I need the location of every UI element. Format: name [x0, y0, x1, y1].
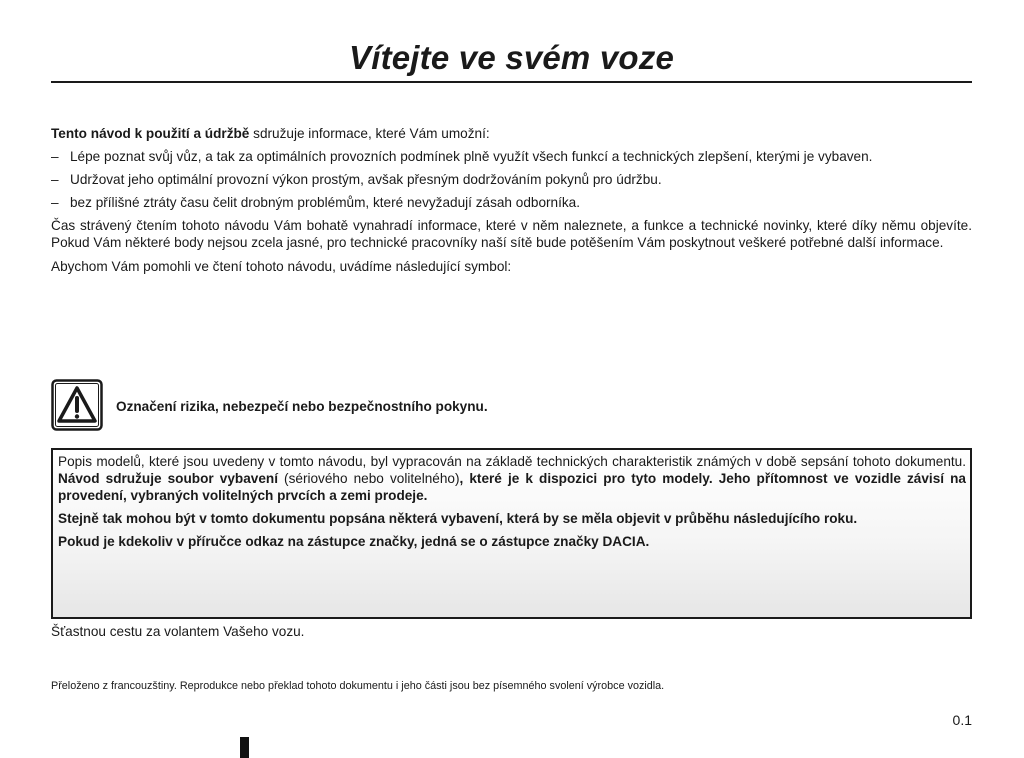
intro-lead: [51, 125, 972, 142]
bullet-item: [51, 194, 972, 211]
bullet-text: Lépe poznat svůj vůz, a tak za optimálních provozních podmínek plně využít všech funkcí a technických zlepšení, kterými je vybaven.: [70, 149, 873, 164]
bullet-marker: –: [51, 172, 59, 187]
warning-legend: [51, 379, 651, 433]
bullet-marker: –: [51, 149, 59, 164]
bullet-item: [51, 171, 972, 188]
notice-box: [51, 448, 972, 619]
notice-text: (sériového nebo volitelného): [277, 471, 460, 486]
intro-paragraph: Čas strávený čtením tohoto návodu Vám bohatě vynahradí informace, které v něm naleznete, a funkce a technické novinky, které díky němu objevíte. Pokud Vám některé body nejsou zcela jasné, pro technické pracovníky naší sítě bude potěšením Vám poskytnout veškeré potřebné další informace.: [51, 218, 972, 250]
edge-mark: [240, 737, 249, 758]
warning-legend-text: Označení rizika, nebezpečí nebo bezpečnostního pokynu.: [116, 399, 488, 414]
notice-paragraph: Pokud je kdekoliv v příručce odkaz na zástupce značky, jedná se o zástupce značky DACIA.: [58, 534, 650, 549]
symbol-intro: Abychom Vám pomohli ve čtení tohoto návodu, uvádíme následující symbol:: [51, 259, 512, 274]
warning-triangle-icon: [51, 379, 103, 431]
translation-footnote: Přeloženo z francouzštiny. Reprodukce nebo překlad tohoto dokumentu i jeho části jsou bez písemného svolení výrobce vozidla.: [51, 680, 665, 692]
closing-line: Šťastnou cestu za volantem Vašeho vozu.: [51, 624, 305, 639]
title-underline: [51, 81, 972, 83]
intro-lead-rest: sdružuje informace, které Vám umožní:: [249, 126, 490, 141]
intro-section: [51, 125, 972, 275]
notice-bold-text: , které je k dispozici pro tyto modely. Jeho přítomnost ve vozidle závisí na provedení, vybraných volitelných prvcích a zemi prodeje.: [58, 471, 966, 503]
notice-text: Popis modelů, které jsou uvedeny v tomto návodu, byl vypracován na základě technických charakteristik známých v době sepsání tohoto dokumentu.: [58, 454, 966, 469]
bullet-item: [51, 148, 972, 165]
bullet-text: Udržovat jeho optimální provozní výkon prostým, avšak přesným dodržováním pokynů pro údržbu.: [70, 172, 662, 187]
notice-paragraph: Stejně tak mohou být v tomto dokumentu popsána některá vybavení, která by se měla objevit v průběhu následujícího roku.: [58, 511, 858, 526]
page-number: 0.1: [952, 712, 972, 728]
bullet-text: bez přílišné ztráty času čelit drobným problémům, které nevyžadují zásah odborníka.: [70, 195, 581, 210]
page-title: Vítejte ve svém voze: [348, 39, 674, 76]
notice-bold-text: Návod sdružuje soubor vybavení: [58, 471, 278, 486]
intro-lead-bold: Tento návod k použití a údržbě: [51, 126, 250, 141]
bullet-marker: –: [51, 195, 59, 210]
notice-paragraph: [58, 453, 970, 504]
